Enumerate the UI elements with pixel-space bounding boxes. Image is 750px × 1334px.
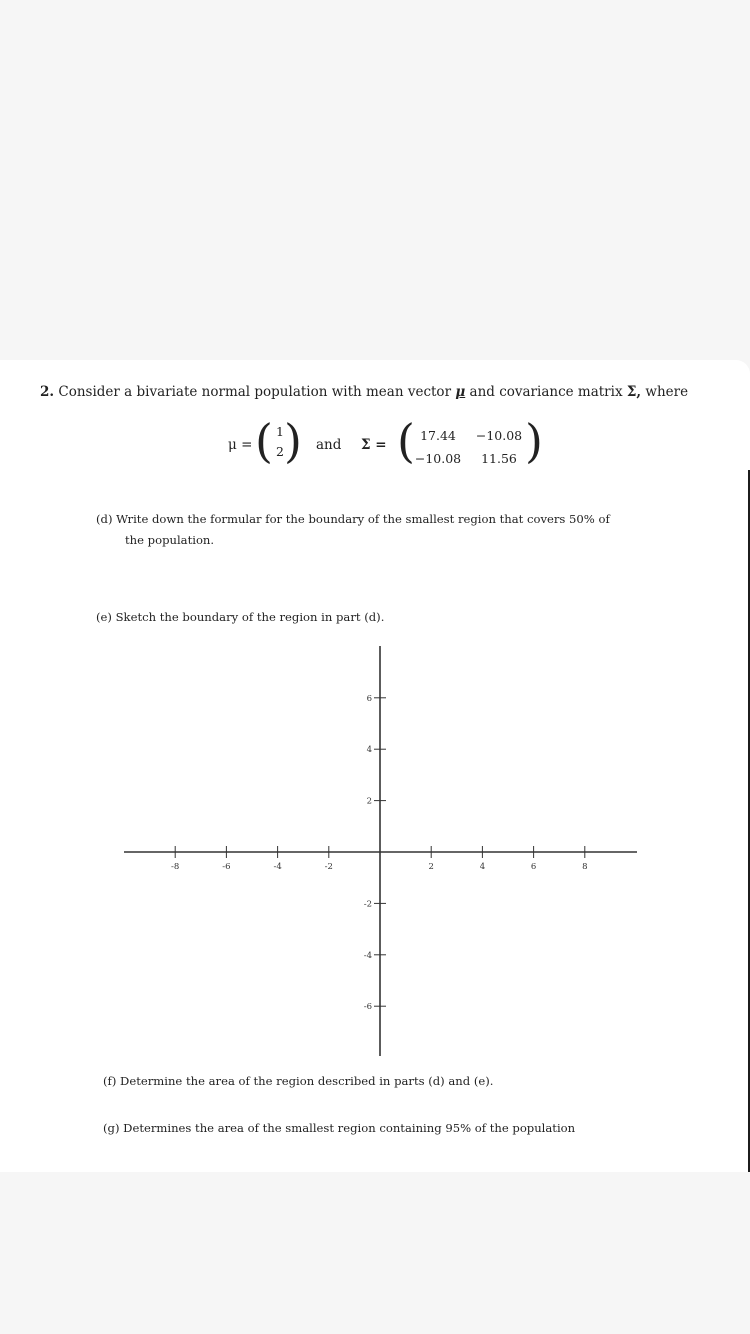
x-tick-label: 2 <box>428 862 434 872</box>
sigma-cell-22: 11.56 <box>481 451 517 466</box>
part-f-label: (f) <box>103 1074 117 1088</box>
part-f-text: Determine the area of the region described in parts (d) and (e). <box>120 1074 494 1088</box>
sigma-symbol: Σ, <box>626 384 642 400</box>
mu-label: μ = <box>228 437 253 453</box>
part-g-label: (g) <box>103 1121 120 1135</box>
mu-left-paren: ( <box>255 414 273 468</box>
part-f <box>103 1073 493 1089</box>
x-tick-label: -8 <box>171 862 180 872</box>
question-number: 2. <box>40 384 55 400</box>
x-tick-label: -6 <box>222 862 231 872</box>
x-tick-label: 4 <box>479 862 486 872</box>
x-tick-label: 8 <box>582 862 588 872</box>
mu-value-1: 1 <box>276 424 284 439</box>
y-tick-label: 6 <box>366 693 372 704</box>
mu-value-2: 2 <box>276 444 284 459</box>
mu-symbol: μ <box>455 384 466 400</box>
x-tick-label: -2 <box>324 862 333 872</box>
sigma-cell-11: 17.44 <box>420 428 456 443</box>
sigma-left-paren: ( <box>397 414 415 468</box>
y-tick-label: -6 <box>363 1002 372 1013</box>
part-g <box>103 1120 575 1136</box>
y-tick-label: -4 <box>363 950 372 961</box>
part-e-text: Sketch the boundary of the region in part (d). <box>115 610 385 624</box>
x-tick-label: -4 <box>273 862 282 872</box>
part-g-text: Determines the area of the smallest region containing 95% of the population <box>123 1121 576 1135</box>
part-d-label: (d) <box>96 512 113 526</box>
question-text-1: Consider a bivariate normal population with mean vector <box>58 384 452 400</box>
sigma-label: Σ = <box>361 437 387 453</box>
sigma-right-paren: ) <box>525 414 543 468</box>
y-tick-label: -2 <box>363 899 372 910</box>
y-tick-label: 4 <box>366 745 372 756</box>
question-text-3: where <box>645 384 689 400</box>
sigma-cell-21: −10.08 <box>414 451 462 466</box>
question-text-2: and covariance matrix <box>469 384 623 400</box>
part-e-label: (e) <box>96 610 112 624</box>
sigma-cell-12: −10.08 <box>475 428 523 443</box>
mu-right-paren: ) <box>284 414 302 468</box>
part-d-text-line2: the population. <box>125 533 215 547</box>
and-word: and <box>316 437 342 453</box>
y-tick-label: 2 <box>366 796 372 807</box>
part-d-text-line1: Write down the formular for the boundary of the smallest region that covers 50% of <box>116 512 610 526</box>
x-tick-label: 6 <box>530 862 537 872</box>
